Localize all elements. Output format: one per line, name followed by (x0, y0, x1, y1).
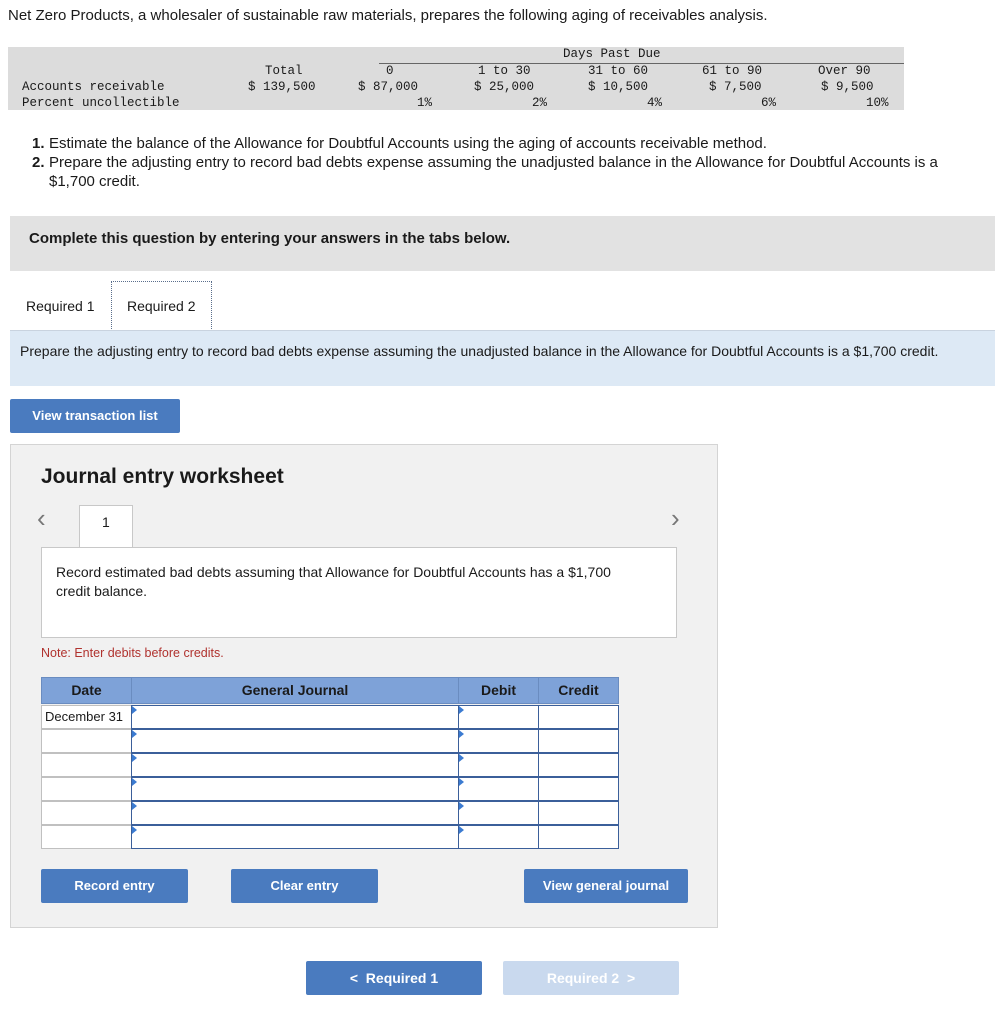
ar-31-60: $ 10,500 (588, 80, 649, 94)
question-1 (32, 134, 972, 153)
date-cell (41, 753, 132, 777)
view-general-journal-button[interactable]: View general journal (524, 869, 688, 903)
instruction-text: Complete this question by entering your answers in the tabs below. (29, 230, 511, 247)
entry-number: 1 (102, 514, 110, 530)
col-header-31-60: 31 to 60 (588, 64, 649, 78)
dropdown-marker-icon (459, 754, 464, 762)
question-2-text: Prepare the adjusting entry to record bad debts expense assuming the unadjusted balance in the Allowance for Doubtful Accounts is a $1,700 credit. (49, 154, 938, 190)
dropdown-marker-icon (132, 706, 137, 714)
account-input[interactable] (131, 705, 459, 729)
entry-tab-1[interactable] (79, 505, 133, 548)
account-input[interactable] (131, 801, 459, 825)
date-cell (41, 825, 132, 849)
account-input[interactable] (131, 777, 459, 801)
header-date: Date (41, 677, 132, 704)
chevron-left-icon[interactable]: ‹ (37, 503, 46, 533)
col-header-over-90: Over 90 (818, 64, 871, 78)
chevron-right-icon: > (619, 970, 636, 986)
chevron-left-icon: < (349, 970, 366, 986)
dropdown-marker-icon (132, 826, 137, 834)
tab-required-1[interactable] (10, 281, 111, 331)
date-cell (41, 729, 132, 753)
account-input[interactable] (131, 729, 459, 753)
prev-required-1-label: Required 1 (365, 970, 439, 986)
clear-entry-button[interactable]: Clear entry (231, 869, 378, 903)
row-label-percent-uncollectible: Percent uncollectible (22, 96, 180, 110)
account-input[interactable] (131, 825, 459, 849)
date-cell (41, 777, 132, 801)
question-2-number: 2. (32, 154, 45, 171)
next-required-2-label: Required 2 (546, 970, 620, 986)
view-transaction-list-button[interactable]: View transaction list (10, 399, 180, 433)
credit-input[interactable] (538, 825, 619, 849)
entry-description-box (41, 547, 677, 638)
dropdown-marker-icon (132, 778, 137, 786)
chevron-right-icon[interactable]: › (671, 503, 680, 533)
col-header-total: Total (265, 64, 303, 78)
header-debit: Debit (458, 677, 539, 704)
debit-input[interactable] (458, 729, 539, 753)
dropdown-marker-icon (132, 802, 137, 810)
requirement-prompt-text: Prepare the adjusting entry to record bad debts expense assuming the unadjusted balance in the Allowance for Doubtful Accounts is a $1,700 credit. (20, 343, 939, 359)
account-input[interactable] (131, 753, 459, 777)
dropdown-marker-icon (132, 754, 137, 762)
col-header-61-90: 61 to 90 (702, 64, 763, 78)
pct-0: 1% (417, 96, 433, 110)
debit-input[interactable] (458, 705, 539, 729)
pct-61-90: 6% (761, 96, 777, 110)
debit-input[interactable] (458, 753, 539, 777)
requirement-prompt (10, 331, 995, 386)
next-required-2-button[interactable] (503, 961, 679, 995)
ar-over-90: $ 9,500 (821, 80, 874, 94)
dropdown-marker-icon (459, 826, 464, 834)
credit-input[interactable] (538, 705, 619, 729)
credit-input[interactable] (538, 753, 619, 777)
row-label-accounts-receivable: Accounts receivable (22, 80, 165, 94)
credit-input[interactable] (538, 777, 619, 801)
record-entry-button[interactable]: Record entry (41, 869, 188, 903)
dropdown-marker-icon (132, 730, 137, 738)
dropdown-marker-icon (459, 730, 464, 738)
tab-required-2-label: Required 2 (127, 298, 196, 314)
prev-required-1-button[interactable] (306, 961, 482, 995)
ar-0: $ 87,000 (358, 80, 419, 94)
date-cell: December 31 (41, 705, 132, 729)
instruction-bar (10, 216, 995, 271)
pct-31-60: 4% (647, 96, 663, 110)
debits-note: Note: Enter debits before credits. (41, 646, 224, 660)
entry-description: Record estimated bad debts assuming that Allowance for Doubtful Accounts has a $1,700 credit balance. (56, 564, 611, 599)
credit-input[interactable] (538, 801, 619, 825)
days-past-due-header: Days Past Due (563, 47, 661, 61)
question-1-text: Estimate the balance of the Allowance for Doubtful Accounts using the aging of accounts receivable method. (49, 135, 767, 152)
aging-table (8, 47, 904, 111)
dropdown-marker-icon (459, 778, 464, 786)
debit-input[interactable] (458, 777, 539, 801)
dropdown-marker-icon (459, 802, 464, 810)
tab-required-1-label: Required 1 (26, 298, 95, 314)
col-header-1-30: 1 to 30 (478, 64, 531, 78)
intro-text: Net Zero Products, a wholesaler of sustainable raw materials, prepares the following aging of receivables analysis. (8, 7, 768, 24)
ar-total: $ 139,500 (248, 80, 316, 94)
date-cell (41, 801, 132, 825)
worksheet-title: Journal entry worksheet (41, 465, 284, 488)
question-2 (32, 153, 972, 191)
ar-61-90: $ 7,500 (709, 80, 762, 94)
debit-input[interactable] (458, 801, 539, 825)
ar-1-30: $ 25,000 (474, 80, 535, 94)
header-credit: Credit (538, 677, 619, 704)
journal-entry-worksheet (10, 444, 718, 928)
credit-input[interactable] (538, 729, 619, 753)
header-general-journal: General Journal (131, 677, 459, 704)
dropdown-marker-icon (459, 706, 464, 714)
debit-input[interactable] (458, 825, 539, 849)
question-list (32, 134, 972, 191)
col-header-0: 0 (386, 64, 394, 78)
question-1-number: 1. (32, 135, 45, 152)
tab-required-2[interactable] (111, 281, 212, 331)
pct-1-30: 2% (532, 96, 548, 110)
pct-over-90: 10% (866, 96, 889, 110)
